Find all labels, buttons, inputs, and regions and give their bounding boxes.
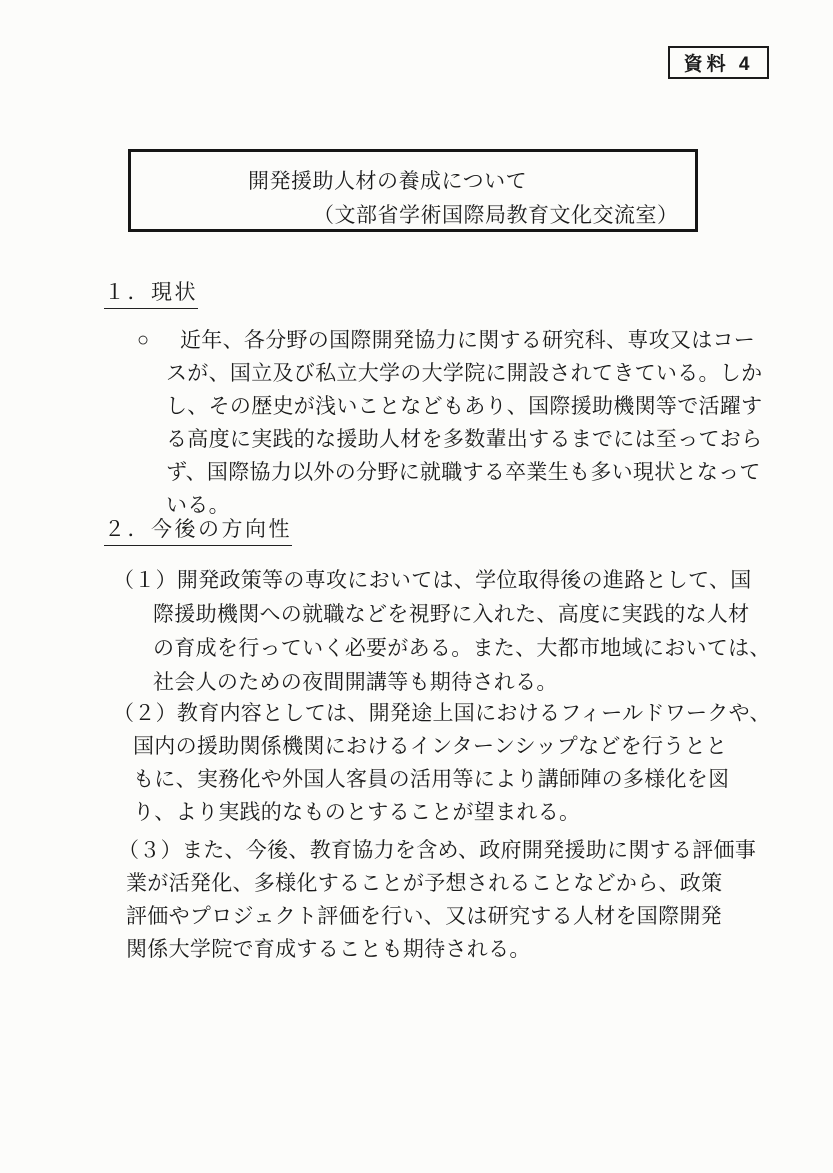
text-line: し、その歴史が浅いことなどもあり、国際援助機関等で活躍す bbox=[166, 395, 763, 418]
text-line: （３）また、今後、教育協力を含め、政府開発援助に関する評価事 bbox=[118, 839, 757, 862]
circle-bullet-marker: ○ bbox=[137, 329, 150, 351]
text-line: 際援助機関への就職などを視野に入れた、高度に実践的な人材 bbox=[153, 603, 750, 626]
reference-label: 資料 4 bbox=[683, 54, 754, 75]
document-title: 開発援助人材の養成について bbox=[248, 170, 528, 193]
section-1-bullet-paragraph bbox=[137, 324, 763, 522]
document-title-box bbox=[128, 149, 698, 232]
text-line: 社会人のための夜間開講等も期待される。 bbox=[153, 671, 558, 694]
section-2-heading bbox=[104, 513, 292, 543]
text-line: （２）教育内容としては、開発途上国におけるフィールドワークや、 bbox=[113, 702, 771, 725]
text-line: いる。 bbox=[166, 494, 230, 517]
document-subtitle: （文部省学術国際局教育文化交流室） bbox=[313, 204, 679, 227]
section-2-paragraph-3 bbox=[118, 834, 757, 966]
text-line: もに、実務化や外国人客員の活用等により講師陣の多様化を図 bbox=[133, 768, 730, 791]
text-line: 近年、各分野の国際開発協力に関する研究科、専攻又はコー bbox=[180, 329, 756, 352]
text-line: り、より実践的なものとすることが望まれる。 bbox=[133, 801, 581, 824]
reference-badge bbox=[668, 46, 769, 79]
text-line: 業が活発化、多様化することが予想されることなどから、政策 bbox=[126, 872, 723, 895]
text-line: 評価やプロジェクト評価を行い、又は研究する人材を国際開発 bbox=[126, 905, 722, 928]
text-line: る高度に実践的な援助人材を多数輩出するまでには至っておら bbox=[166, 428, 763, 451]
text-line: の育成を行っていく必要がある。また、大都市地域においては、 bbox=[153, 637, 771, 660]
text-line: （１）開発政策等の専攻においては、学位取得後の進路として、国 bbox=[113, 569, 752, 592]
section-2-paragraph-1 bbox=[113, 564, 771, 700]
text-line: スが、国立及び私立大学の大学院に開設されてきている。しか bbox=[166, 362, 763, 385]
section-1-heading bbox=[104, 276, 198, 306]
text-line: 関係大学院で育成することも期待される。 bbox=[126, 938, 531, 961]
text-line: 国内の援助関係機関におけるインターンシップなどを行うとと bbox=[133, 735, 728, 758]
text-line: ず、国際協力以外の分野に就職する卒業生も多い現状となって bbox=[166, 461, 761, 484]
section-2-paragraph-2 bbox=[113, 697, 771, 829]
section-1-heading-text: １．現状 bbox=[104, 281, 198, 309]
section-2-heading-text: ２．今後の方向性 bbox=[104, 518, 292, 546]
